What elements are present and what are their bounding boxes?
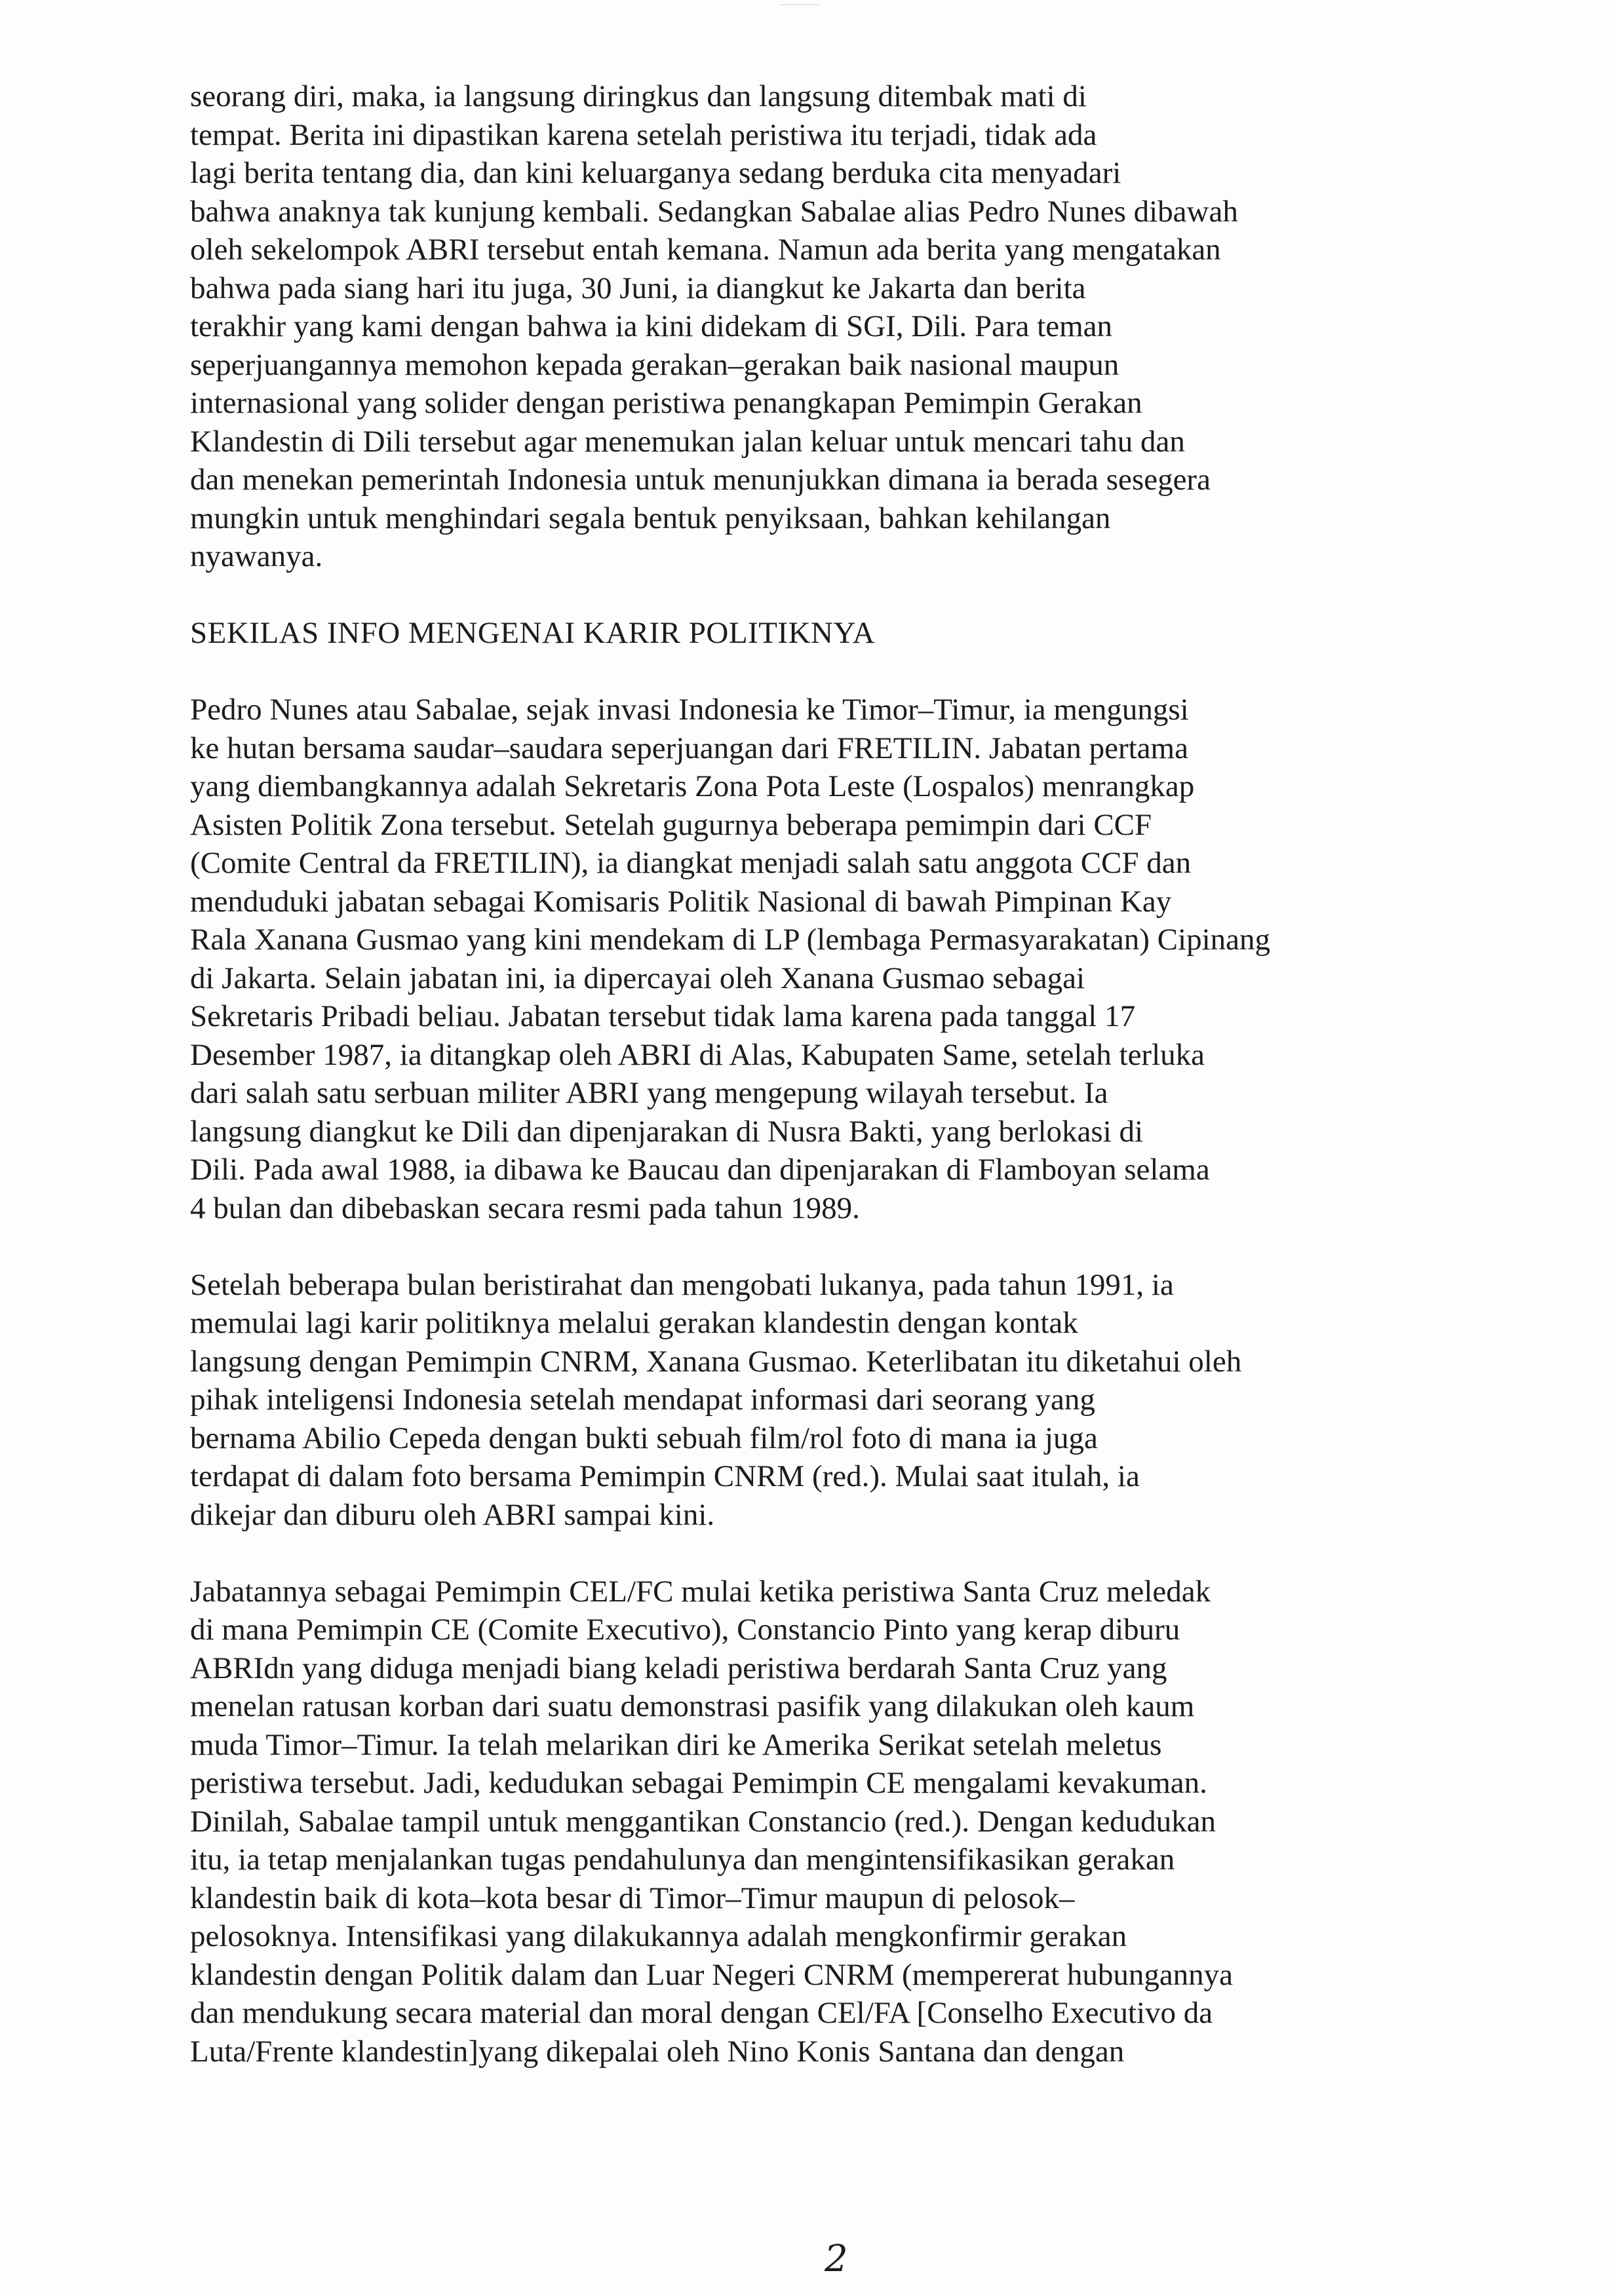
section-heading: SEKILAS INFO MENGENAI KARIR POLITIKNYA (190, 616, 876, 650)
paragraph-2 (190, 691, 1422, 1227)
text-line: itu, ia tetap menjalankan tugas pendahulunya dan mengintensifikasikan gerakan (190, 1843, 1175, 1877)
text-line: bahwa anaknya tak kunjung kembali. Sedangkan Sabalae alias Pedro Nunes dibawah (190, 194, 1238, 229)
text-line: dari salah satu serbuan militer ABRI yang mengepung wilayah tersebut. Ia (190, 1076, 1108, 1110)
text-line: yang diembangkannya adalah Sekretaris Zona Pota Leste (Lospalos) menrangkap (190, 769, 1195, 803)
text-line: Rala Xanana Gusmao yang kini mendekam di LP (lembaga Permasyarakatan) Cipinang (190, 923, 1270, 957)
text-line: tempat. Berita ini dipastikan karena setelah peristiwa itu terjadi, tidak ada (190, 117, 1097, 152)
text-line: ke hutan bersama saudar–saudara seperjuangan dari FRETILIN. Jabatan pertama (190, 731, 1188, 765)
text-line: bahwa pada siang hari itu juga, 30 Juni, ia diangkut ke Jakarta dan berita (190, 271, 1086, 305)
text-line: klandestin baik di kota–kota besar di Timor–Timur maupun di pelosok– (190, 1881, 1075, 1915)
paragraph-gap (190, 1534, 1422, 1573)
text-line: Dinilah, Sabalae tampil untuk menggantikan Constancio (red.). Dengan kedudukan (190, 1804, 1216, 1839)
text-line: pelosoknya. Intensifikasi yang dilakukannya adalah mengkonfirmir gerakan (190, 1919, 1127, 1953)
text-line: dikejar dan diburu oleh ABRI sampai kini. (190, 1497, 715, 1532)
paragraph-3 (190, 1266, 1422, 1535)
text-line: Asisten Politik Zona tersebut. Setelah gugurnya beberapa pemimpin dari CCF (190, 807, 1152, 842)
text-line: seorang diri, maka, ia langsung diringkus dan langsung ditembak mati di (190, 79, 1087, 113)
paragraph-gap (190, 653, 1422, 691)
text-line: terakhir yang kami dengan bahwa ia kini didekam di SGI, Dili. Para teman (190, 309, 1112, 343)
text-line: langsung diangkut ke Dili dan dipenjarakan di Nusra Bakti, yang berlokasi di (190, 1114, 1144, 1149)
text-line: menelan ratusan korban dari suatu demonstrasi pasifik yang dilakukan oleh kaum (190, 1689, 1195, 1723)
text-line: dan menekan pemerintah Indonesia untuk menunjukkan dimana ia berada sesegera (190, 463, 1211, 497)
text-line: Sekretaris Pribadi beliau. Jabatan tersebut tidak lama karena pada tanggal 17 (190, 999, 1136, 1033)
text-line: dan mendukung secara material dan moral dengan CEl/FA [Conselho Executivo da (190, 1996, 1213, 2030)
text-line: langsung dengan Pemimpin CNRM, Xanana Gusmao. Keterlibatan itu diketahui oleh (190, 1344, 1242, 1379)
text-line: di mana Pemimpin CE (Comite Executivo), Constancio Pinto yang kerap diburu (190, 1613, 1180, 1647)
paragraph-4 (190, 1573, 1422, 2071)
text-line: seperjuangannya memohon kepada gerakan–gerakan baik nasional maupun (190, 347, 1119, 382)
page-number: 2 (825, 2238, 848, 2280)
text-line: lagi berita tentang dia, dan kini keluarganya sedang berduka cita menyadari (190, 156, 1121, 190)
text-line: menduduki jabatan sebagai Komisaris Politik Nasional di bawah Pimpinan Kay (190, 884, 1172, 919)
text-line: Desember 1987, ia ditangkap oleh ABRI di Alas, Kabupaten Same, setelah terluka (190, 1037, 1205, 1072)
text-line: Jabatannya sebagai Pemimpin CEL/FC mulai ketika peristiwa Santa Cruz meledak (190, 1574, 1211, 1609)
text-line: nyawanya. (190, 539, 323, 573)
text-line: internasional yang solider dengan peristiwa penangkapan Pemimpin Gerakan (190, 386, 1142, 420)
text-line: klandestin dengan Politik dalam dan Luar Negeri CNRM (mempererat hubungannya (190, 1957, 1234, 1992)
text-line: terdapat di dalam foto bersama Pemimpin CNRM (red.). Mulai saat itulah, ia (190, 1459, 1140, 1493)
text-line: (Comite Central da FRETILIN), ia diangkat menjadi salah satu anggota CCF dan (190, 846, 1192, 880)
text-line: ABRIdn yang diduga menjadi biang keladi peristiwa berdarah Santa Cruz yang (190, 1651, 1167, 1685)
text-line: Luta/Frente klandestin]yang dikepalai oleh Nino Konis Santana dan dengan (190, 2034, 1125, 2069)
scan-artifact (780, 4, 819, 5)
text-line: Setelah beberapa bulan beristirahat dan mengobati lukanya, pada tahun 1991, ia (190, 1267, 1174, 1302)
text-line: Pedro Nunes atau Sabalae, sejak invasi Indonesia ke Timor–Timur, ia mengungsi (190, 693, 1189, 727)
document-body (190, 77, 1422, 2071)
text-line: muda Timor–Timur. Ia telah melarikan diri ke Amerika Serikat setelah meletus (190, 1727, 1162, 1762)
text-line: peristiwa tersebut. Jadi, kedudukan sebagai Pemimpin CE mengalami kevakuman. (190, 1766, 1207, 1800)
text-line: oleh sekelompok ABRI tersebut entah kemana. Namun ada berita yang mengatakan (190, 233, 1221, 267)
text-line: bernama Abilio Cepeda dengan bukti sebuah film/rol foto di mana ia juga (190, 1421, 1098, 1455)
text-line: pihak inteligensi Indonesia setelah mendapat informasi dari seorang yang (190, 1383, 1095, 1417)
text-line: Dili. Pada awal 1988, ia dibawa ke Baucau dan dipenjarakan di Flamboyan selama (190, 1153, 1210, 1187)
paragraph-gap (190, 576, 1422, 615)
text-line: di Jakarta. Selain jabatan ini, ia dipercayai oleh Xanana Gusmao sebagai (190, 961, 1085, 995)
text-line: memulai lagi karir politiknya melalui gerakan klandestin dengan kontak (190, 1306, 1078, 1340)
text-line: mungkin untuk menghindari segala bentuk penyiksaan, bahkan kehilangan (190, 501, 1111, 535)
text-line: 4 bulan dan dibebaskan secara resmi pada tahun 1989. (190, 1191, 860, 1225)
paragraph-gap (190, 1227, 1422, 1266)
text-line: Klandestin di Dili tersebut agar menemukan jalan keluar untuk mencari tahu dan (190, 424, 1185, 459)
paragraph-1 (190, 77, 1422, 576)
